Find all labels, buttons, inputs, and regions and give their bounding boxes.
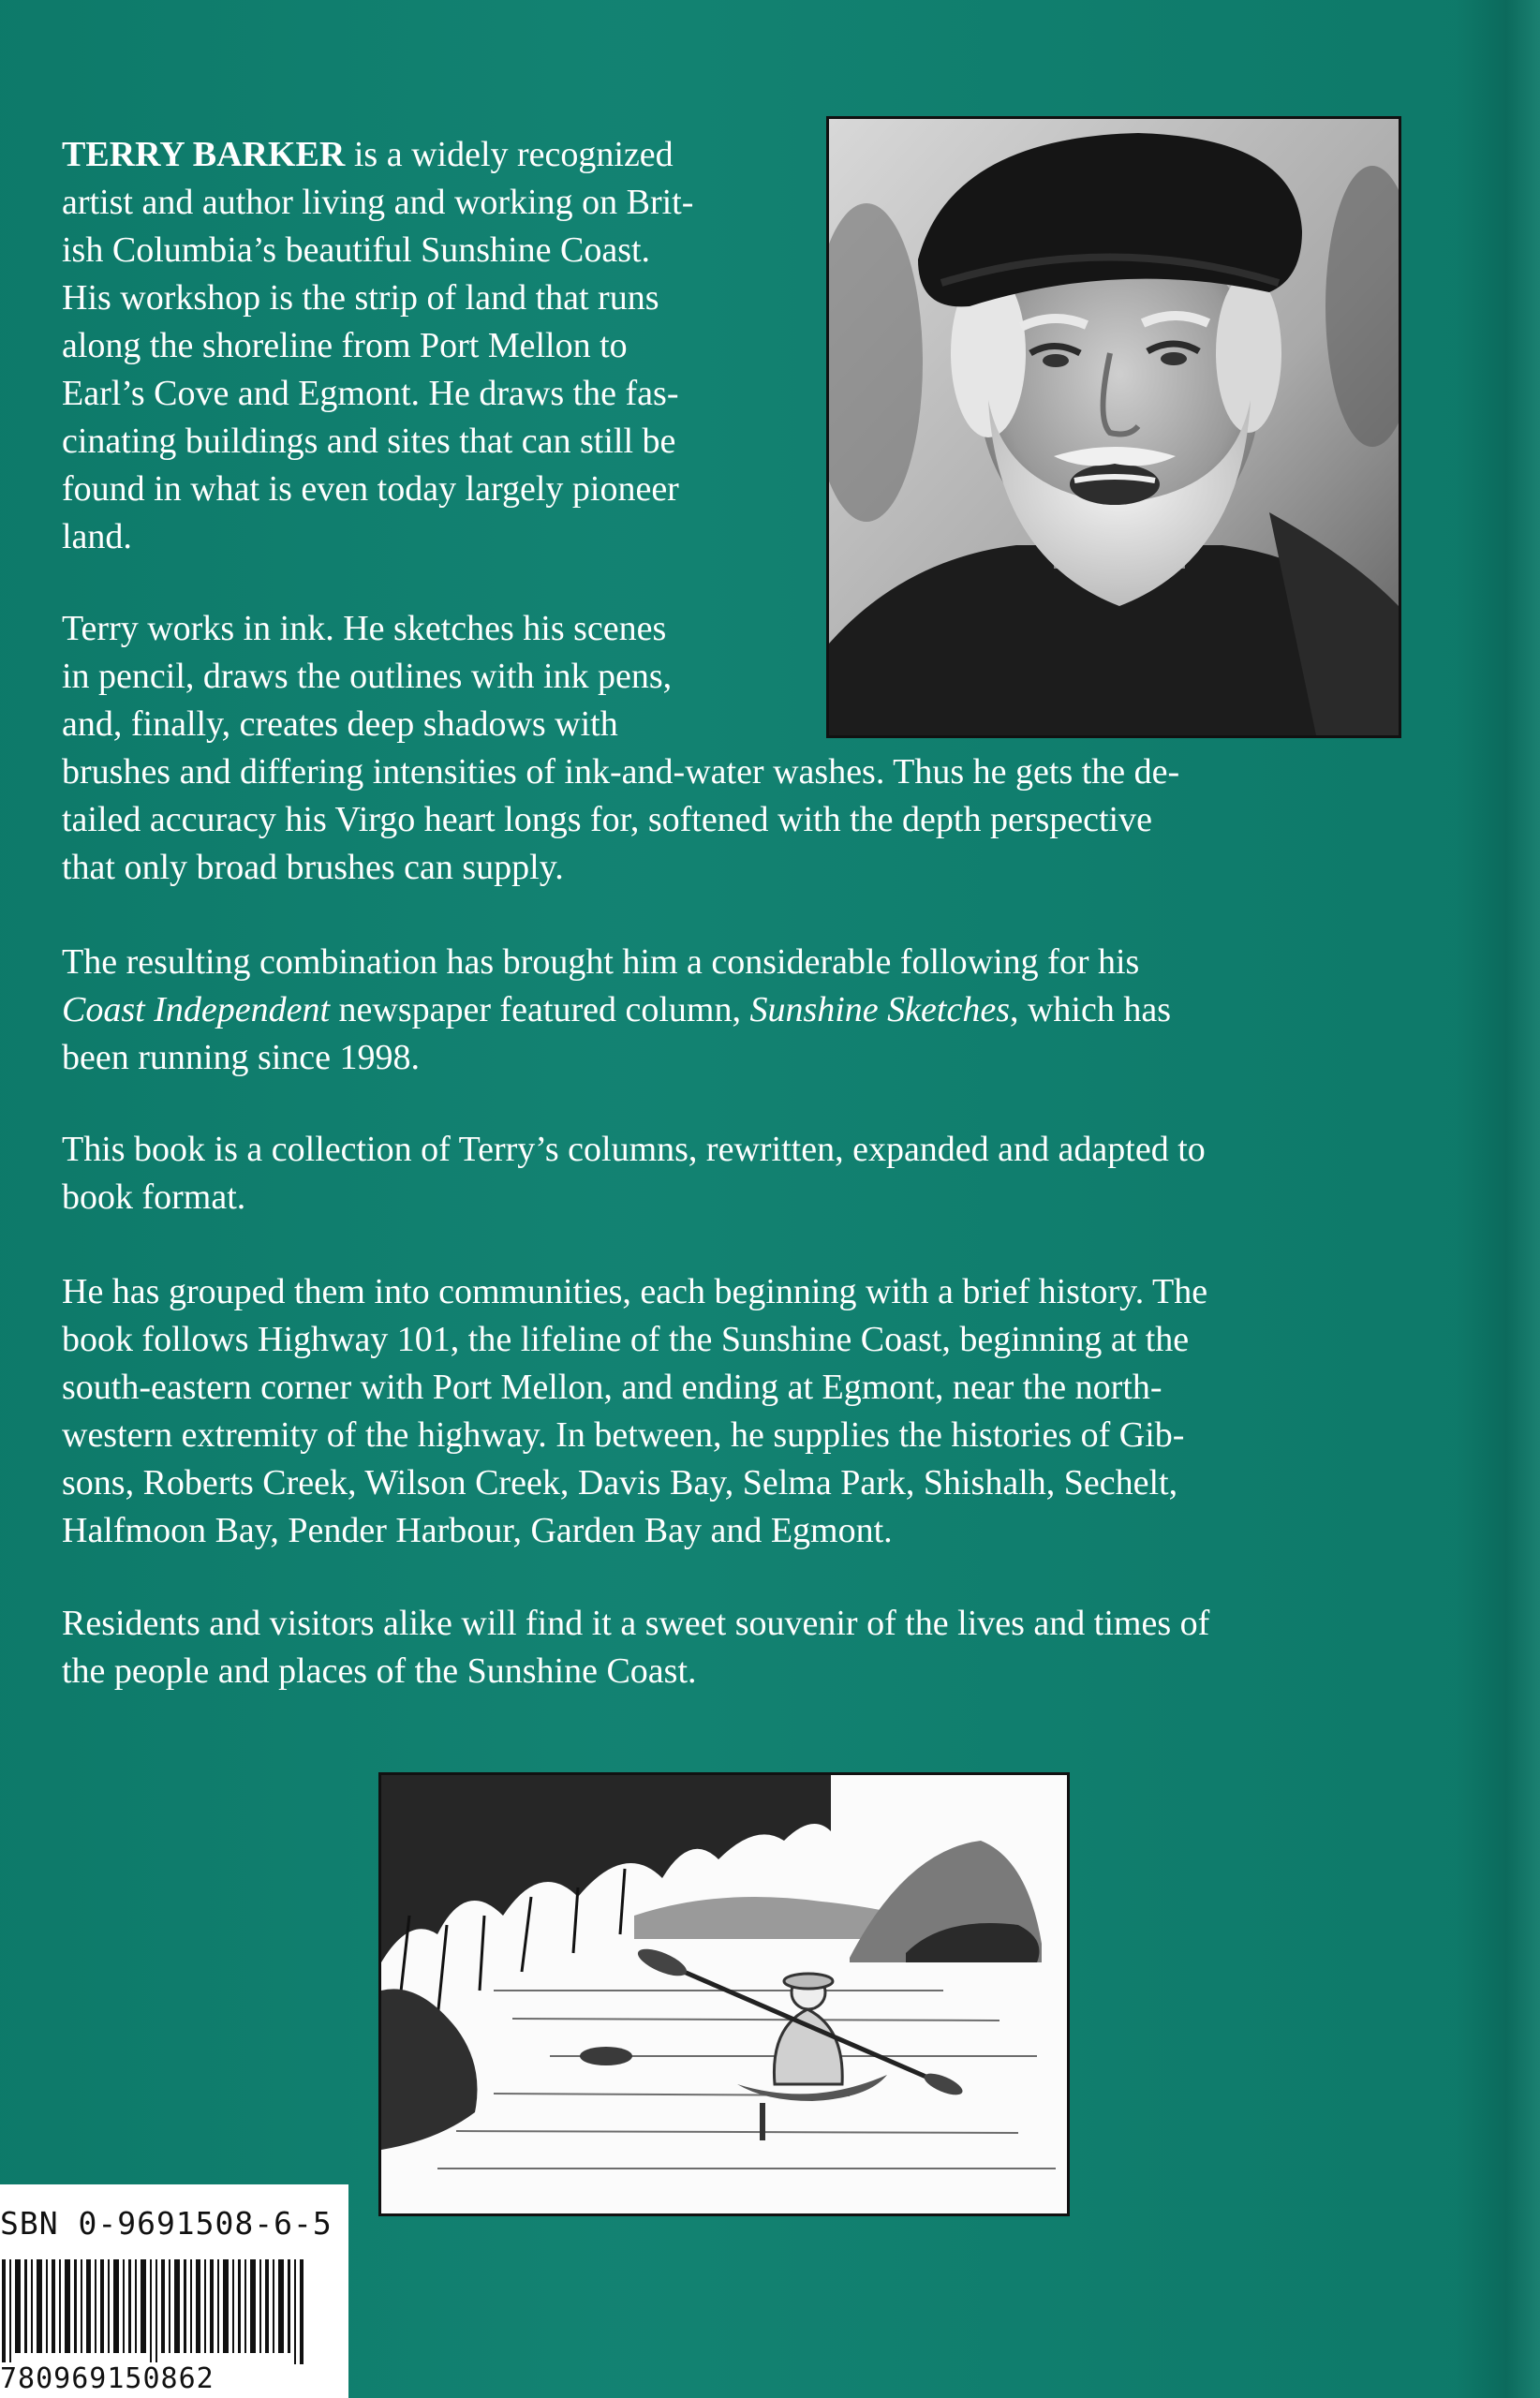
bio-p2-line: tailed accuracy his Virgo heart longs for, softened with the depth perspective [62,800,1152,839]
bio-p6-line: Residents and visitors alike will find it a sweet souvenir of the lives and times of [62,1604,1210,1643]
author-name: TERRY BARKER [62,135,346,174]
bio-p2-line: and, finally, creates deep shadows with [62,704,618,744]
bio-p1-line: ish Columbia’s beautiful Sunshine Coast. [62,230,651,270]
bio-p4-line: book format. [62,1177,246,1217]
bio-p1-line: Earl’s Cove and Egmont. He draws the fas- [62,374,679,413]
bio-p1-line: land. [62,517,132,556]
bio-p2-line: in pencil, draws the outlines with ink pens, [62,657,673,696]
barcode-image [0,2259,318,2364]
bio-p2-line: Terry works in ink. He sketches his scenes [62,609,667,648]
bio-p3-line: been running since 1998. [62,1038,421,1077]
bio-p1-line: cinating buildings and sites that can still be [62,422,676,461]
bio-p5-line: book follows Highway 101, the lifeline of the Sunshine Coast, beginning at the [62,1320,1190,1359]
bio-p1-line: His workshop is the strip of land that runs [62,278,659,318]
bio-p2-line: that only broad brushes can supply. [62,848,564,887]
bio-p6-line: the people and places of the Sunshine Coast. [62,1651,697,1691]
bio-p3-line: The resulting combination has brought him a considerable following for his [62,942,1140,982]
isbn-barcode-block [0,2184,348,2398]
barcode-digits: 780969150862 [0,2362,215,2395]
column-name: Sunshine Sketches [749,990,1010,1029]
bio-paragraph-4 [62,1126,1206,1221]
kayak-sketch-image [381,1775,1067,2213]
bio-p1-line: found in what is even today largely pioneer [62,469,679,509]
bio-p4-line: This book is a collection of Terry’s columns, rewritten, expanded and adapted to [62,1130,1206,1169]
bio-p2-line: brushes and differing intensities of ink-and-water washes. Thus he gets the de- [62,752,1180,792]
bio-p1-line: artist and author living and working on Brit- [62,183,694,222]
author-portrait-image [829,119,1399,735]
bio-p5-line: south-eastern corner with Port Mellon, and ending at Egmont, near the north- [62,1368,1162,1407]
bio-paragraph-6 [62,1600,1209,1695]
bio-paragraph-3 [62,939,1171,1082]
publication-name: Coast Independent [62,990,331,1029]
isbn-label: SBN 0-9691508-6-5 [0,2205,333,2242]
bio-p1-line: along the shoreline from Port Mellon to [62,326,628,365]
bio-p5-line: Halfmoon Bay, Pender Harbour, Garden Bay and Egmont. [62,1511,893,1550]
bio-p3-line: Coast Independent newspaper featured column, Sunshine Sketches, which has [62,990,1172,1029]
bio-p1-line: TERRY BARKER is a widely recognized [62,135,674,174]
bio-paragraph-1 [62,131,693,561]
bio-paragraph-5 [62,1268,1207,1555]
bio-p5-line: He has grouped them into communities, each beginning with a brief history. The [62,1272,1208,1311]
bio-p5-line: sons, Roberts Creek, Wilson Creek, Davis Bay, Selma Park, Shishalh, Sechelt, [62,1463,1178,1502]
bio-p5-line: western extremity of the highway. In between, he supplies the histories of Gib- [62,1415,1185,1455]
author-photo [826,116,1401,738]
cover-edge-shadow [1456,0,1540,2398]
kayak-sketch-illustration [378,1772,1070,2216]
